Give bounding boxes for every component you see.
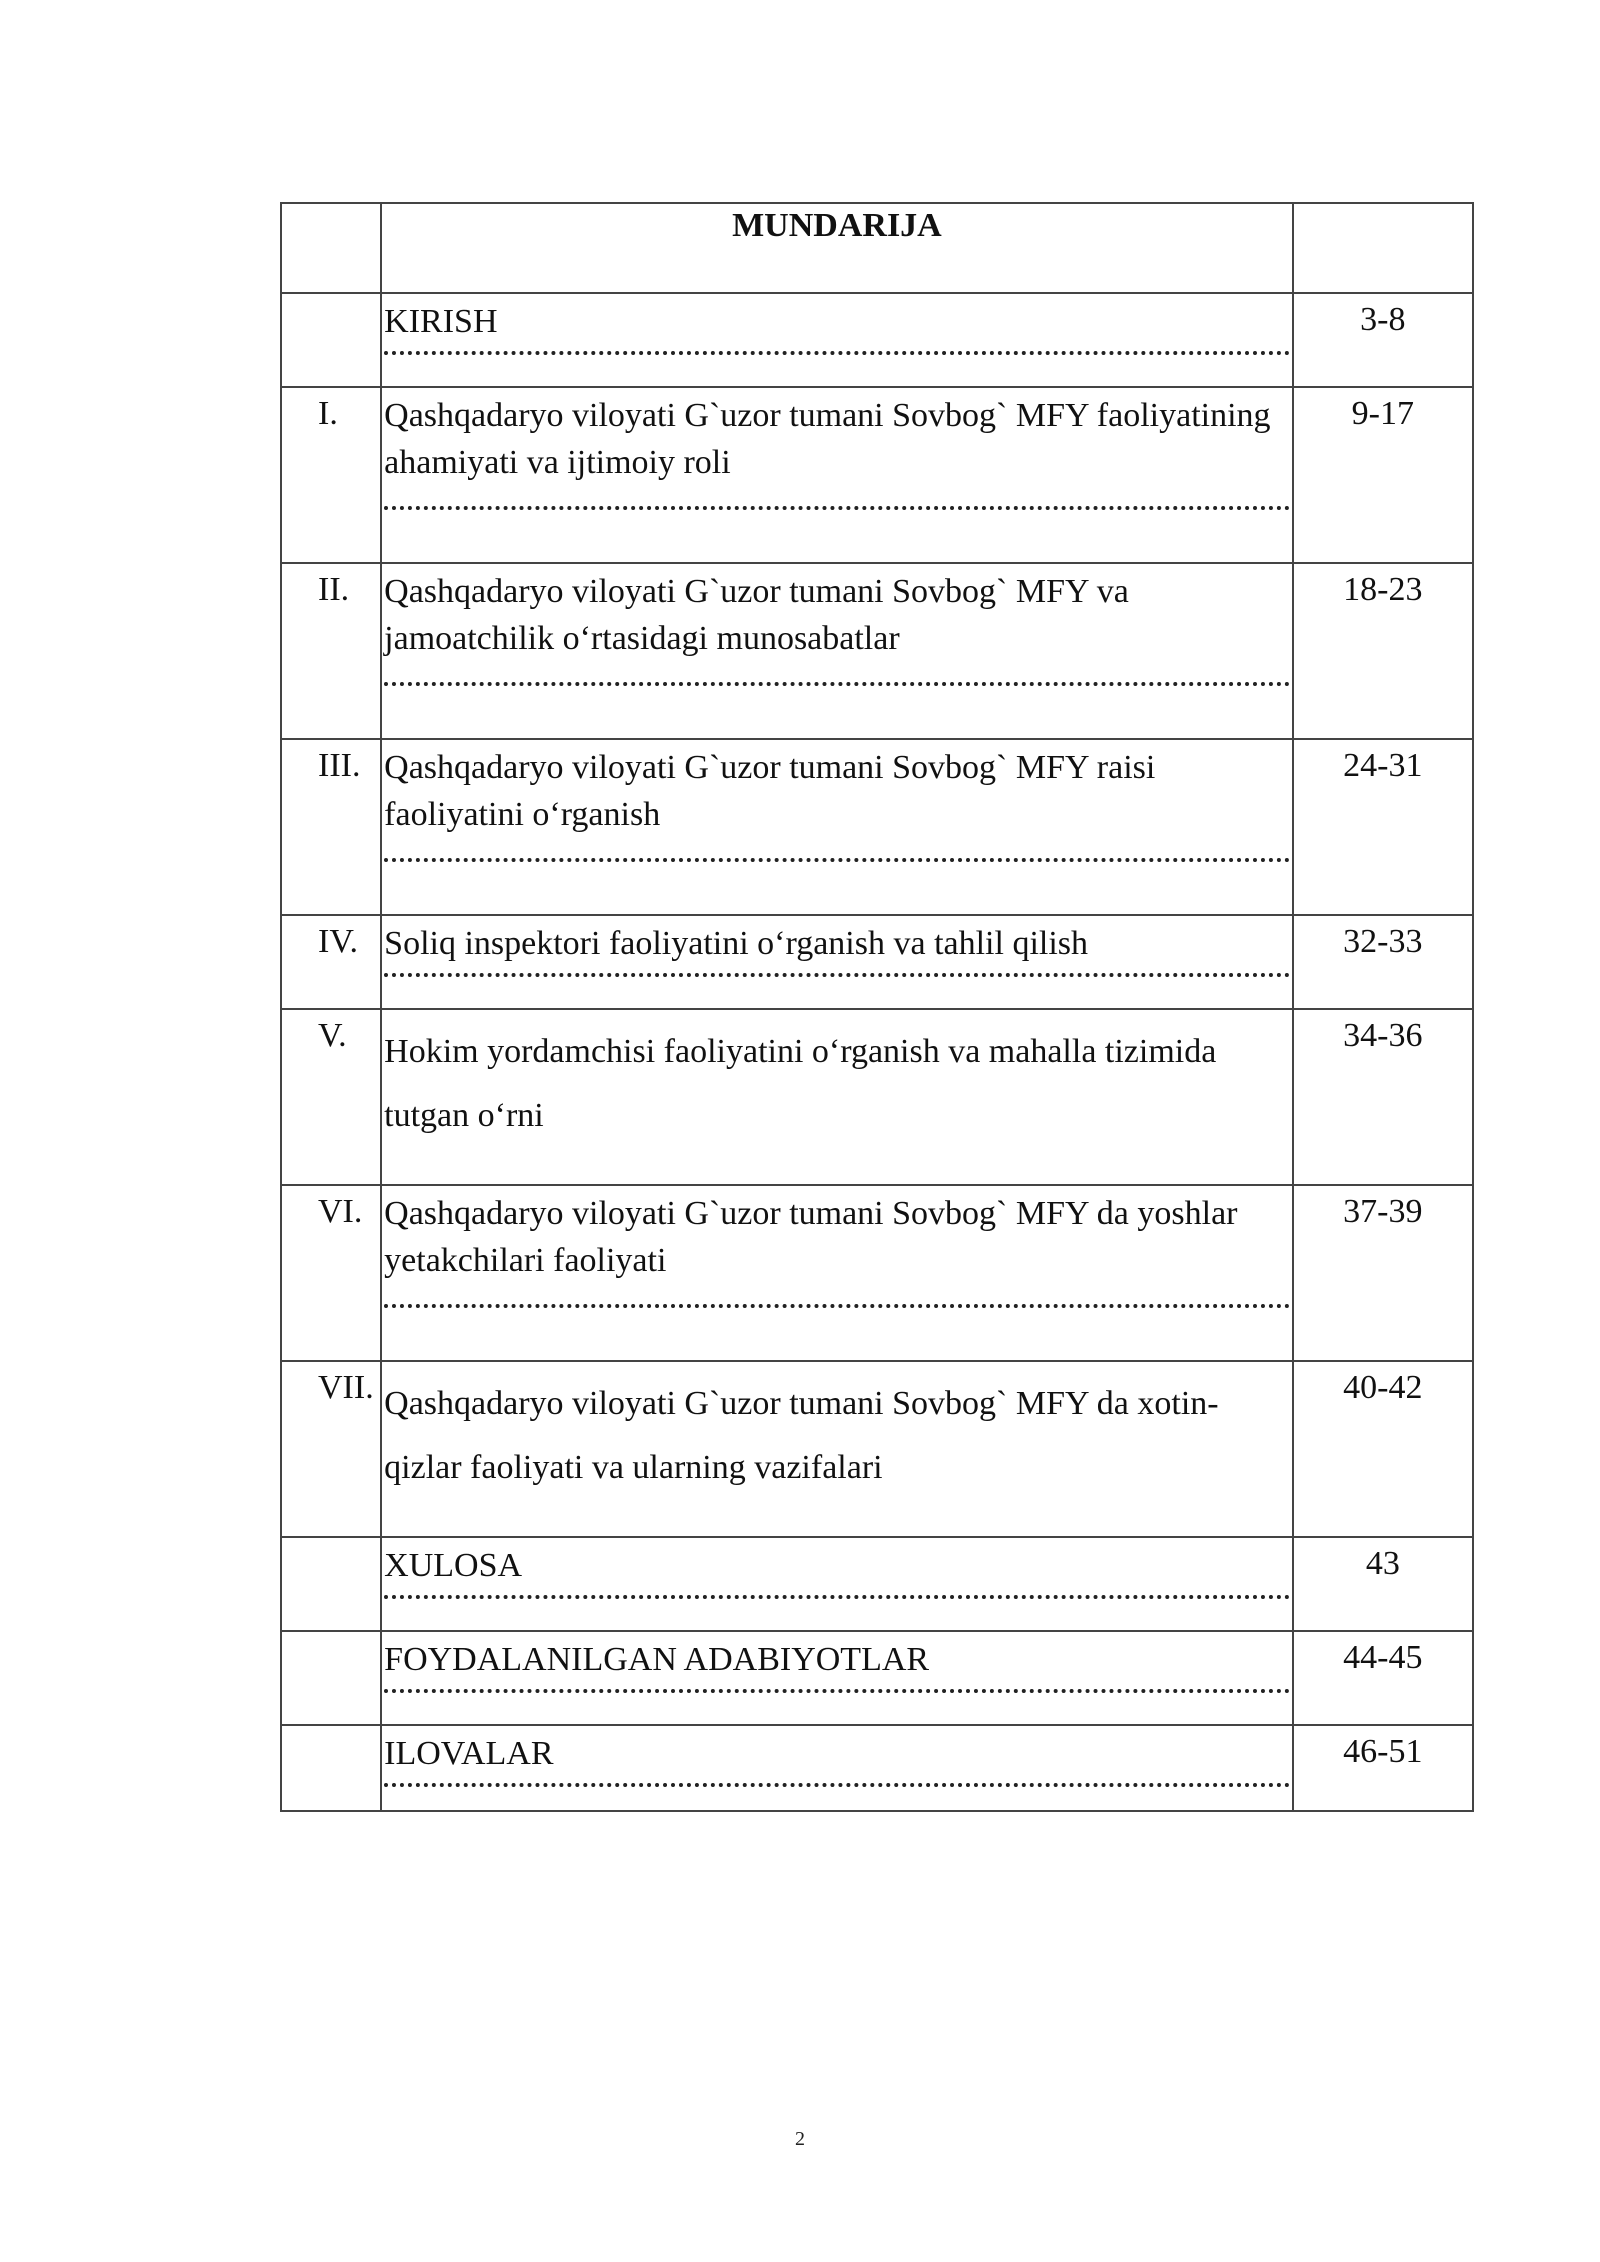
dot-leader — [384, 1595, 1290, 1603]
toc-row — [281, 915, 1473, 1009]
entry-pages: 32-33 — [1293, 915, 1473, 1009]
entry-title: Qashqadaryo viloyati G`uzor tumani Sovbog` MFY da yoshlar yetakchilari faoliyati — [384, 1195, 1238, 1279]
entry-number: III. — [281, 739, 381, 915]
entry-pages: 9-17 — [1293, 387, 1473, 563]
toc-heading: MUNDARIJA — [732, 207, 942, 244]
entry-number: V. — [281, 1009, 381, 1185]
entry-number — [281, 1725, 381, 1811]
entry-pages: 44-45 — [1293, 1631, 1473, 1725]
entry-title-cell — [381, 1725, 1293, 1811]
entry-title: Hokim yordamchisi faoliyatini o‘rganish va mahalla tizimida tutgan o‘rni — [384, 1033, 1217, 1134]
entry-number: VII. — [281, 1361, 381, 1537]
entry-pages: 34-36 — [1293, 1009, 1473, 1185]
entry-title-cell — [381, 1009, 1293, 1185]
entry-title-cell — [381, 1185, 1293, 1361]
entry-title: Qashqadaryo viloyati G`uzor tumani Sovbog` MFY faoliyatining ahamiyati va ijtimoiy roli — [384, 397, 1271, 481]
entry-title-cell — [381, 293, 1293, 387]
entry-title-cell — [381, 563, 1293, 739]
entry-title-cell — [381, 1537, 1293, 1631]
entry-pages: 3-8 — [1293, 293, 1473, 387]
toc-row — [281, 1537, 1473, 1631]
dot-leader — [384, 1304, 1290, 1312]
entry-number — [281, 1537, 381, 1631]
entry-pages: 24-31 — [1293, 739, 1473, 915]
num-cell — [281, 203, 381, 293]
toc-row — [281, 387, 1473, 563]
entry-pages: 46-51 — [1293, 1725, 1473, 1811]
toc-row — [281, 739, 1473, 915]
entry-pages: 40-42 — [1293, 1361, 1473, 1537]
dot-leader — [384, 506, 1290, 514]
toc-row — [281, 293, 1473, 387]
heading-cell — [381, 203, 1293, 293]
toc-row — [281, 1009, 1473, 1185]
entry-title-cell — [381, 1361, 1293, 1537]
toc-row — [281, 1631, 1473, 1725]
toc-row — [281, 563, 1473, 739]
page-cell — [1293, 203, 1473, 293]
entry-title: ILOVALAR — [384, 1735, 554, 1772]
entry-number: II. — [281, 563, 381, 739]
toc-row — [281, 1185, 1473, 1361]
toc-row — [281, 1361, 1473, 1537]
toc-heading-row — [281, 203, 1473, 293]
entry-number: I. — [281, 387, 381, 563]
entry-number: IV. — [281, 915, 381, 1009]
entry-title: Soliq inspektori faoliyatini o‘rganish va tahlil qilish — [384, 925, 1089, 962]
dot-leader — [384, 351, 1290, 359]
entry-title: FOYDALANILGAN ADABIYOTLAR — [384, 1641, 930, 1678]
entry-title: Qashqadaryo viloyati G`uzor tumani Sovbog` MFY da xotin-qizlar faoliyati va ularning vazifalari — [384, 1385, 1219, 1486]
dot-leader — [384, 973, 1290, 981]
entry-title-cell — [381, 915, 1293, 1009]
entry-pages: 18-23 — [1293, 563, 1473, 739]
entry-title: KIRISH — [384, 303, 498, 340]
table-of-contents — [280, 202, 1474, 1812]
entry-number — [281, 293, 381, 387]
dot-leader — [384, 1783, 1290, 1791]
entry-number: VI. — [281, 1185, 381, 1361]
dot-leader — [384, 858, 1290, 866]
entry-title: Qashqadaryo viloyati G`uzor tumani Sovbog` MFY va jamoatchilik o‘rtasidagi munosabatlar — [384, 573, 1129, 657]
dot-leader — [384, 682, 1290, 690]
page-number: 2 — [795, 2128, 805, 2150]
toc-row — [281, 1725, 1473, 1811]
entry-title-cell — [381, 387, 1293, 563]
entry-number — [281, 1631, 381, 1725]
dot-leader — [384, 1689, 1290, 1697]
entry-pages: 37-39 — [1293, 1185, 1473, 1361]
entry-pages: 43 — [1293, 1537, 1473, 1631]
entry-title-cell — [381, 739, 1293, 915]
entry-title: XULOSA — [384, 1547, 523, 1584]
entry-title: Qashqadaryo viloyati G`uzor tumani Sovbog` MFY raisi faoliyatini o‘rganish — [384, 749, 1156, 833]
entry-title-cell — [381, 1631, 1293, 1725]
